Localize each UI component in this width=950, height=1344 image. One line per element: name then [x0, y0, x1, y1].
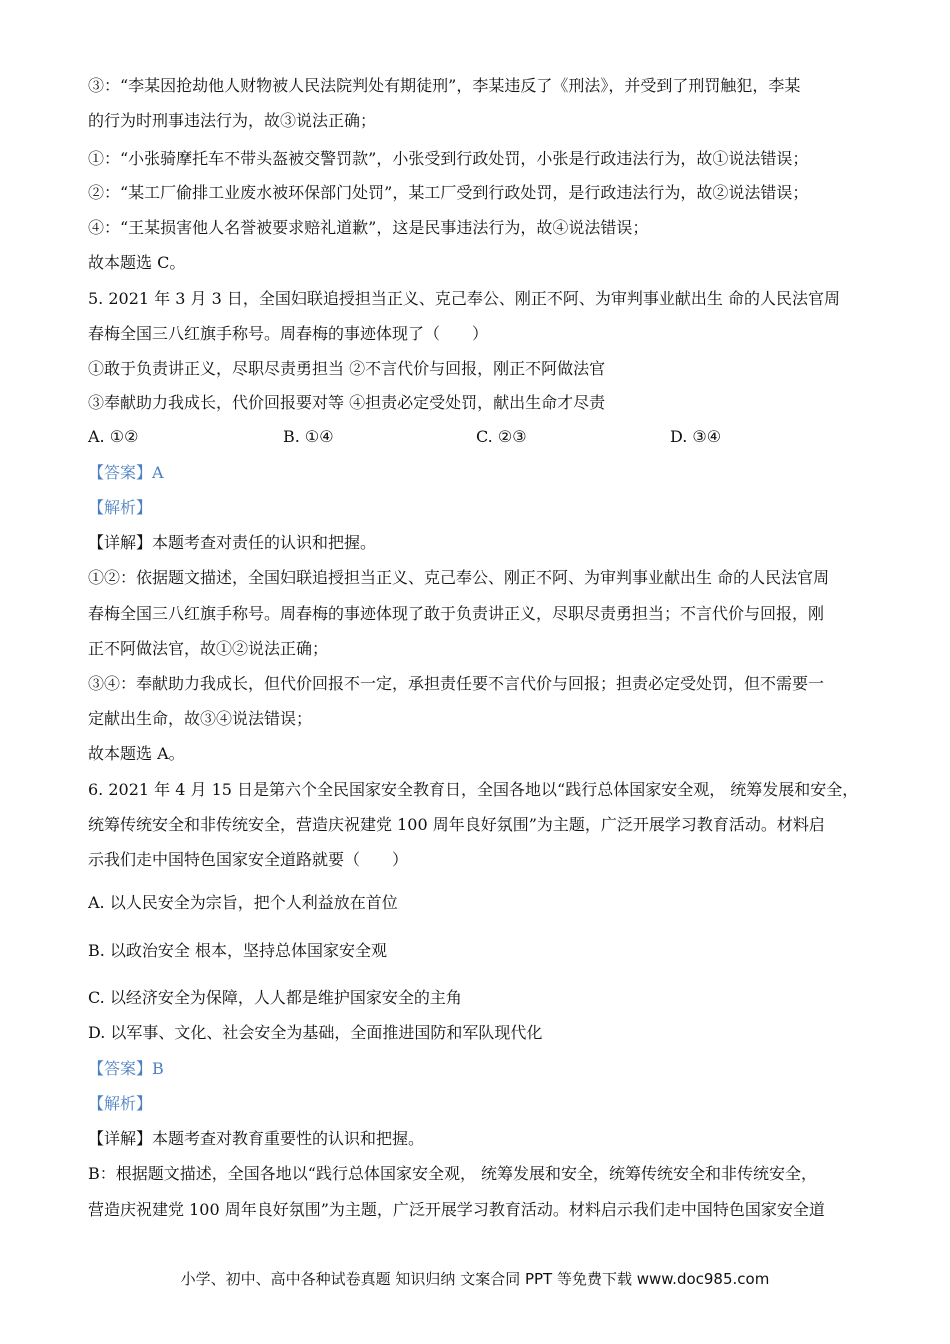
q5-option-d: D. ③④	[670, 427, 722, 446]
q5-detail-line: 故本题选 A。	[88, 744, 185, 763]
text-line: 的行为时刑事违法行为，故③说法正确；	[88, 111, 377, 130]
q5-detail-line: 【详解】本题考查对责任的认识和把握。	[88, 533, 377, 552]
question-5-statement: ③奉献助力我成长，代价回报要对等 ④担责必定受处罚，献出生命才尽责	[88, 393, 606, 412]
q5-answer: 【答案】A	[88, 463, 164, 482]
q5-detail-line: ③④：奉献助力我成长，但代价回报不一定，承担责任要不言代价与回报；担责必定受处罚，但不需要一	[88, 674, 825, 693]
text-line: ③：“李某因抢劫他人财物被人民法院判处有期徒刑”，李某违反了《刑法》，并受到了刑罚触犯，李某	[88, 76, 801, 95]
q5-detail-line: 定献出生命，故③④说法错误；	[88, 709, 313, 728]
question-6-stem: 统筹传统安全和非传统安全，营造庆祝建党 100 周年良好氛围”为主题，广泛开展学习教育活动。材料启	[88, 815, 825, 834]
question-5-stem: 春梅全国三八红旗手称号。周春梅的事迹体现了（ ）	[88, 324, 489, 343]
text-line: 故本题选 C。	[88, 253, 186, 272]
q5-option-c: C. ②③	[476, 427, 527, 446]
q6-detail-line: 【详解】本题考查对教育重要性的认识和把握。	[88, 1129, 425, 1148]
q6-detail-line: 营造庆祝建党 100 周年良好氛围”为主题，广泛开展学习教育活动。材料启示我们走中国特色国家安全道	[88, 1200, 825, 1219]
q5-detail-line: ①②：依据题文描述，全国妇联追授担当正义、克己奉公、刚正不阿、为审判事业献出生 命的人民法官周	[88, 568, 830, 587]
page-footer: 小学、初中、高中各种试卷真题 知识归纳 文案合同 PPT 等免费下载 www.doc985.com	[180, 1270, 770, 1288]
question-5-statement: ①敢于负责讲正义，尽职尽责勇担当 ②不言代价与回报，刚正不阿做法官	[88, 359, 606, 378]
question-6-stem: 示我们走中国特色国家安全道路就要（ ）	[88, 850, 409, 869]
q6-detail-line: B：根据题文描述，全国各地以“践行总体国家安全观， 统筹发展和安全，统筹传统安全和非传统安全，	[88, 1164, 818, 1183]
q6-option-d: D. 以军事、文化、社会安全为基础，全面推进国防和军队现代化	[88, 1023, 543, 1042]
text-line: ①：“小张骑摩托车不带头盔被交警罚款”，小张受到行政处罚，小张是行政违法行为，故①说法错误；	[88, 149, 809, 168]
q5-detail-line: 春梅全国三八红旗手称号。周春梅的事迹体现了敢于负责讲正义，尽职尽责勇担当；不言代价与回报，刚	[88, 604, 825, 623]
text-line: ④：“王某损害他人名誉被要求赔礼道歉”，这是民事违法行为，故④说法错误；	[88, 218, 649, 237]
q5-option-a: A. ①②	[88, 427, 139, 446]
q6-option-c: C. 以经济安全为保障，人人都是维护国家安全的主角	[88, 988, 462, 1007]
question-6-stem: 6. 2021 年 4 月 15 日是第六个全民国家安全教育日，全国各地以“践行总体国家安全观， 统筹发展和安全，	[88, 780, 859, 799]
q6-option-b: B. 以政治安全 根本，坚持总体国家安全观	[88, 941, 388, 960]
q6-analysis-heading: 【解析】	[88, 1094, 153, 1113]
question-5-stem: 5. 2021 年 3 月 3 日，全国妇联追授担当正义、克己奉公、刚正不阿、为审判事业献出生 命的人民法官周	[88, 289, 840, 308]
q6-answer: 【答案】B	[88, 1059, 164, 1078]
q5-option-b: B. ①④	[283, 427, 334, 446]
q6-option-a: A. 以人民安全为宗旨，把个人利益放在首位	[88, 893, 398, 912]
text-line: ②：“某工厂偷排工业废水被环保部门处罚”，某工厂受到行政处罚，是行政违法行为，故②说法错误；	[88, 183, 809, 202]
q5-detail-line: 正不阿做法官，故①②说法正确；	[88, 639, 329, 658]
q5-analysis-heading: 【解析】	[88, 498, 153, 517]
